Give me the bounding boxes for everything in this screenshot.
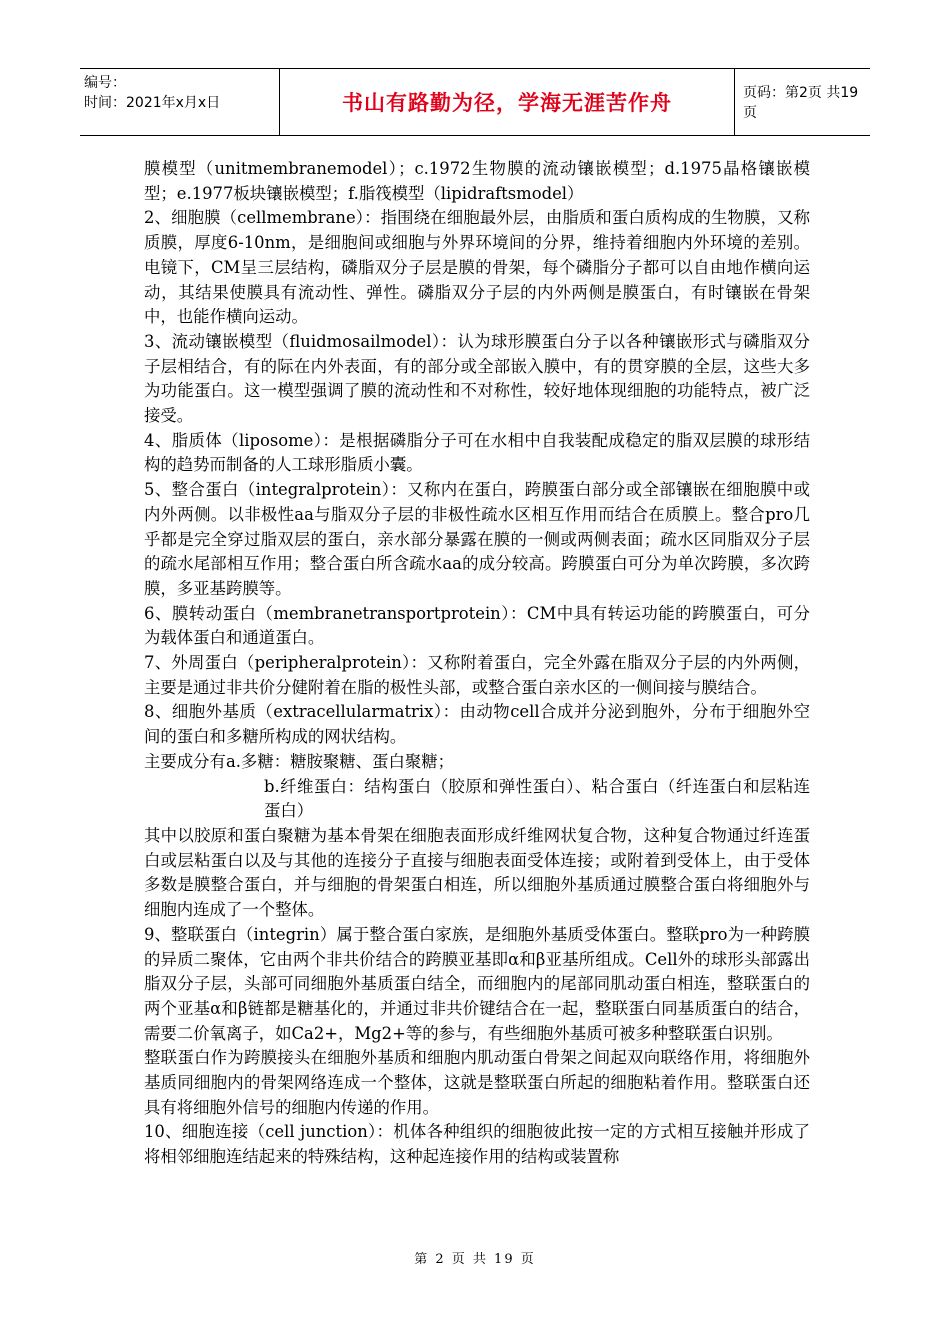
header-page-info: 页码：第2页 共19页 xyxy=(743,85,859,121)
page-header xyxy=(80,68,870,136)
header-page-cell xyxy=(735,69,870,135)
paragraph: 7、外周蛋白（peripheralprotein）：又称附着蛋白，完全外露在脂双分子层的内外两侧，主要是通过非共价分健附着在脂的极性头部，或整合蛋白亲水区的一侧间接与膜结合。 xyxy=(144,653,810,697)
paragraph: 10、细胞连接（cell junction）：机体各种组织的细胞彼此按一定的方式相互接触并形成了将相邻细胞连结起来的特殊结构，这种起连接作用的结构或装置称 xyxy=(144,1122,810,1167)
document-time-label: 时间：2021年x月x日 xyxy=(84,95,221,111)
paragraph: 8、细胞外基质（extracellularmatrix）：由动物cell合成并分泌到胞外，分布于细胞外空间的蛋白和多糖所构成的网状结构。 xyxy=(144,702,810,747)
paragraph: 3、流动镶嵌模型（fluidmosailmodel）：认为球形膜蛋白分子以各种镶嵌形式与磷脂双分子层相结合，有的际在内外表面，有的部分或全部嵌入膜中，有的贯穿膜的全层，这些大多为功能蛋白。这一模型强调了膜的流动性和不对称性，较好地体现细胞的功能特点，被广泛接受。 xyxy=(144,331,810,426)
paragraph: 9、整联蛋白（integrin）属于整合蛋白家族，是细胞外基质受体蛋白。整联pro为一种跨膜的异质二聚体，它由两个非共价结合的跨膜亚基即α和β亚基所组成。Cell外的球形头部露出脂双分子层，头部可同细胞外基质蛋白结全，而细胞内的尾部同肌动蛋白相连，整联蛋白的两个亚基α和β链都是糖基化的，并通过非共价键结合在一起，整联蛋白同基质蛋白的结合，需要二价氧离子，如Ca2+，Mg2+等的参与，有些细胞外基质可被多种整联蛋白识别。 xyxy=(144,924,810,1043)
header-motto-cell xyxy=(280,69,735,135)
page-footer: 第 2 页 共 19 页 xyxy=(414,1252,536,1267)
paragraph: 主要成分有a.多糖：糖胺聚糖、蛋白聚糖； xyxy=(144,751,455,771)
paragraph: 整联蛋白作为跨膜接头在细胞外基质和细胞内肌动蛋白骨架之间起双向联络作用，将细胞外基质同细胞内的骨架网络连成一个整体，这就是整联蛋白所起的细胞粘着作用。整联蛋白还具有将细胞外信号的细胞内传递的作用。 xyxy=(144,1048,810,1117)
paragraph: 5、整合蛋白（integralprotein）：又称内在蛋白，跨膜蛋白部分或全部镶嵌在细胞膜中或内外两侧。以非极性aa与脂双分子层的非极性疏水区相互作用而结合在质膜上。整合pro几乎都是完全穿过脂双层的蛋白，亲水部分暴露在膜的一侧或两侧表面；疏水区同脂双分子层的疏水尾部相互作用；整合蛋白所含疏水aa的成分较高。跨膜蛋白可分为单次跨膜，多次跨膜，多亚基跨膜等。 xyxy=(144,480,810,598)
paragraph-indented: b.纤维蛋白：结构蛋白（胶原和弹性蛋白）、粘合蛋白（纤连蛋白和层粘连蛋白） xyxy=(264,776,810,821)
paragraph: 其中以胶原和蛋白聚糖为基本骨架在细胞表面形成纤维网状复合物，这种复合物通过纤连蛋白或层粘蛋白以及与其他的连接分子直接与细胞表面受体连接；或附着到受体上，由于受体多数是膜整合蛋白，并与细胞的骨架蛋白相连，所以细胞外基质通过膜整合蛋白将细胞外与细胞内连成了一个整体。 xyxy=(144,825,810,920)
document-number-label: 编号： xyxy=(84,75,126,91)
paragraph: 2、细胞膜（cellmembrane）：指围绕在细胞最外层，由脂质和蛋白质构成的生物膜，又称质膜，厚度6-10nm，是细胞间或细胞与外界环境间的分界，维持着细胞内外环境的差别。电镜下，CM呈三层结构，磷脂双分子层是膜的骨架，每个磷脂分子都可以自由地作横向运动，其结果使膜具有流动性、弹性。磷脂双分子层的内外两侧是膜蛋白，有时镶嵌在骨架中，也能作横向运动。 xyxy=(144,208,810,327)
header-meta xyxy=(80,69,280,135)
paragraph: 6、膜转动蛋白（membranetransportprotein）：CM中具有转运功能的跨膜蛋白，可分为载体蛋白和通道蛋白。 xyxy=(144,603,810,648)
header-motto: 书山有路勤为径，学海无涯苦作舟 xyxy=(342,91,672,115)
paragraph: 膜模型（unitmembranemodel）；c.1972生物膜的流动镶嵌模型；d.1975晶格镶嵌模型；e.1977板块镶嵌模型；f.脂筏模型（lipidraftsmodel） xyxy=(144,159,810,203)
document-body xyxy=(144,157,810,1170)
paragraph: 4、脂质体（liposome）：是根据磷脂分子可在水相中自我装配成稳定的脂双层膜的球形结构的趋势而制备的人工球形脂质小囊。 xyxy=(144,430,810,475)
